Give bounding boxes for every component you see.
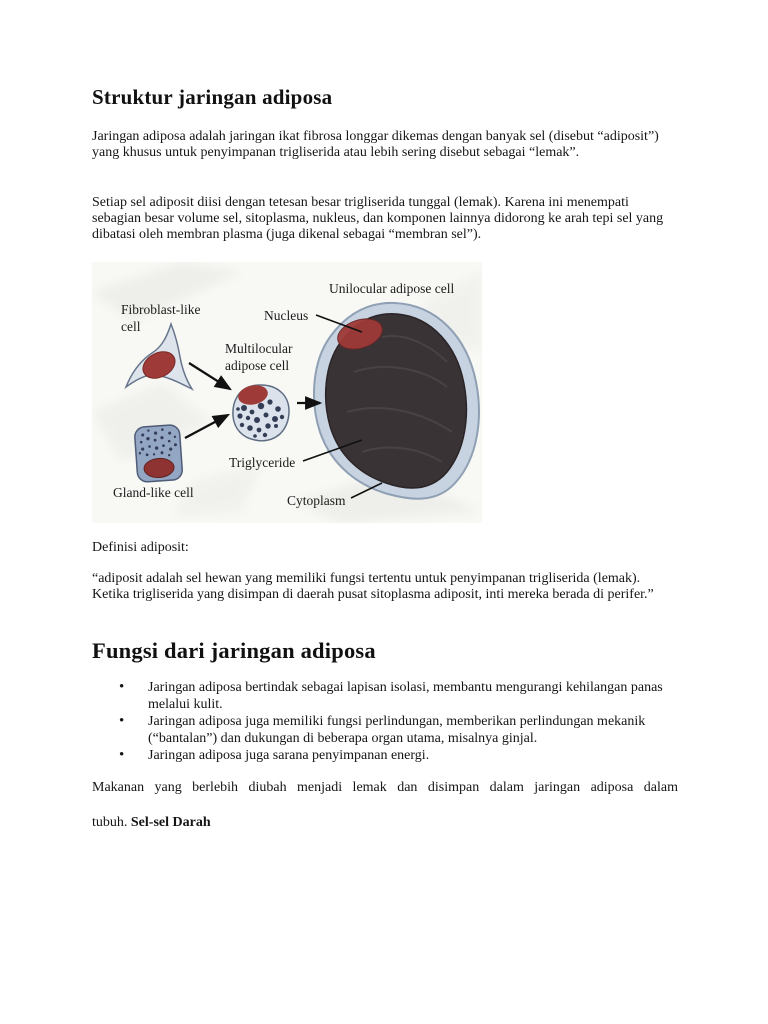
unilocular-label: Unilocular adipose cell: [329, 281, 455, 296]
closing-text-bold: Sel-sel Darah: [130, 815, 211, 830]
fibroblast-label-line1: Fibroblast-like: [121, 302, 201, 317]
adipose-diagram-svg: [92, 262, 482, 523]
paragraph-adipocyte: Setiap sel adiposit diisi dengan tetesan besar trigliserida tunggal (lemak). Karena ini menempati sebagian besar volume sel, sitoplasma, nukleus, dan komponen lainnya didorong ke arah tepi sel yang dibatasi oleh membran plasma (juga dikenal sebagai “membran sel”).: [92, 195, 664, 243]
section-heading: Fungsi dari jaringan adiposa: [92, 638, 376, 663]
list-item-protection: • Jaringan adiposa juga memiliki fungsi perlindungan, memberikan perlindungan mekanik (“bantalan”) dan dukungan di beberapa organ utama, misalnya ginjal.: [92, 713, 678, 747]
multilocular-label-line2: adipose cell: [225, 358, 290, 373]
page-title: Struktur jaringan adiposa: [92, 85, 333, 109]
definition-label: Definisi adiposit:: [92, 540, 189, 555]
list-item-insulation: • Jaringan adiposa bertindak sebagai lapisan isolasi, membantu mengurangi kehilangan panas melalui kulit.: [92, 679, 678, 713]
closing-paragraph-line1: Makanan yang berlebih diubah menjadi lemak dan disimpan dalam jaringan adiposa dalam: [92, 780, 678, 795]
triglyceride-label: Triglyceride: [229, 455, 296, 470]
list-item-energy: • Jaringan adiposa juga sarana penyimpanan energi.: [92, 747, 678, 764]
cytoplasm-label: Cytoplasm: [287, 493, 346, 508]
adipose-cell-diagram: [92, 262, 482, 523]
multilocular-cell: [233, 383, 289, 441]
functions-list: [92, 679, 678, 764]
multilocular-label-line1: Multilocular: [225, 341, 293, 356]
gland-cell: [134, 424, 183, 482]
nucleus-label: Nucleus: [264, 308, 309, 323]
gland-label: Gland-like cell: [113, 485, 194, 500]
closing-text-normal: tubuh.: [92, 815, 128, 830]
paragraph-intro: Jaringan adiposa adalah jaringan ikat fibrosa longgar dikemas dengan banyak sel (disebut “adiposit”) yang khusus untuk penyimpanan trigliserida atau lebih sering disebut sebagai “lemak”.: [92, 129, 659, 161]
definition-quote: “adiposit adalah sel hewan yang memiliki fungsi tertentu untuk penyimpanan trigliserida (lemak). Ketika trigliserida yang disimpan di daerah pusat sitoplasma adiposit, inti mereka berada di perifer.”: [92, 571, 654, 603]
closing-paragraph-line2: [92, 814, 678, 831]
fibroblast-label-line2: cell: [121, 319, 141, 334]
